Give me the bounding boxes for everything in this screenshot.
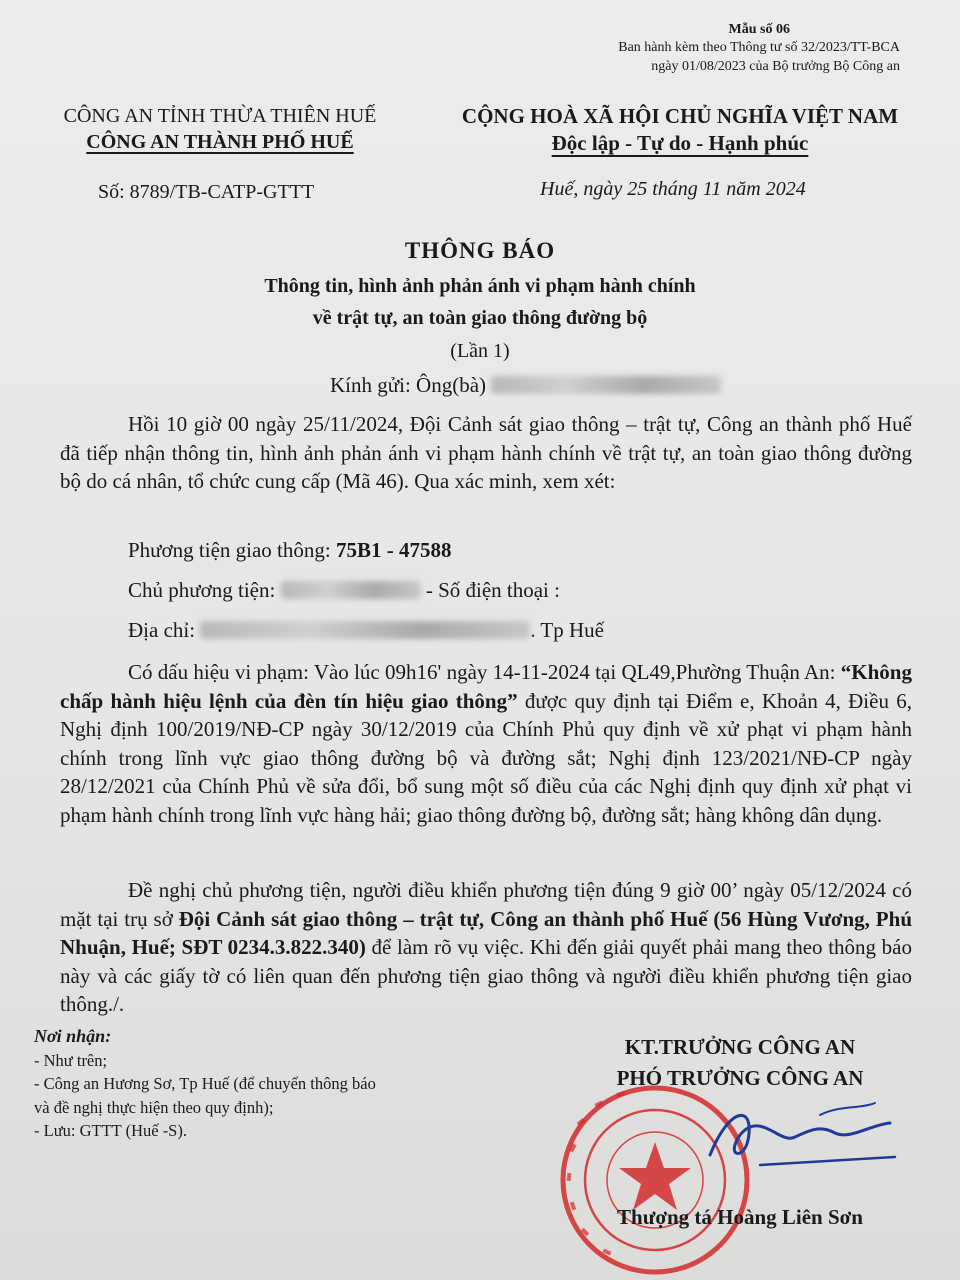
receiver-item: - Như trên; [34,1050,108,1070]
recipient-label: Kính gửi: Ông(bà) [330,373,487,397]
form-issued-note [570,38,900,76]
document-type: THÔNG BÁO [404,238,556,263]
handwritten-signature-icon [700,1095,900,1185]
issuing-agency [30,103,410,155]
vehicle-address-line [128,618,604,643]
violation-paragraph: Có dấu hiệu vi phạm: Vào lúc 09h16' ngày 14-11-2024 tại QL49,Phường Thuận An: “Không chấp hành hiệu lệnh của đèn tín hiệu giao thông” được quy định tại Điểm e, Khoản 4, Điều 6, Nghị định 100/2019/NĐ-CP ngày 30/12/2019 của Chính Phủ quy định về xử phạt vi phạm hành chính trong lĩnh vực giao thông đường bộ và đường sắt; Nghị định 123/2021/NĐ-CP ngày 28/12/2021 của Chính Phủ về sửa đổi, bổ sung một số điều của các Nghị định quy định xử phạt vi phạm hành chính trong lĩnh vực hàng hải; giao thông đường bộ, đường sắt; hàng không dân dụng. [60,660,912,827]
form-issued-line-1: Ban hành kèm theo Thông tư số 32/2023/TT-BCA [618,40,900,55]
nation-motto: Độc lập - Tự do - Hạnh phúc [551,131,809,155]
subject-line-1: Thông tin, hình ảnh phản ánh vi phạm hành chính [264,275,696,297]
address-city: . Tp Huế [530,618,604,642]
signer-position: PHÓ TRƯỞNG CÔNG AN [616,1066,864,1090]
violation-name: “Không chấp hành hiệu lệnh của đèn tín hiệu giao thông” [60,660,912,713]
vehicle-plate-line [128,538,451,563]
recipient-line [330,373,721,398]
signer-name: Thượng tá Hoàng Liên Sơn [617,1205,863,1229]
receivers-title: Nơi nhận: [34,1026,112,1046]
redacted-address [200,621,530,639]
form-number: Mẫu số 06 [728,22,790,37]
intro-paragraph: Hồi 10 giờ 00 ngày 25/11/2024, Đội Cảnh sát giao thông – trật tự, Công an thành phố Huế đã tiếp nhận thông tin, hình ảnh phản ánh vi phạm hành chính về trật tự, an toàn giao thông đường bộ do cá nhân, tổ chức cung cấp (Mã 46). Qua xác minh, xem xét: [60,412,912,493]
document-number: Số: 8789/TB-CATP-GTTT [98,181,315,203]
receivers-block [34,1025,514,1143]
notice-count: (Lần 1) [450,340,510,362]
signer-authority: KT.TRƯỞNG CÔNG AN [624,1035,856,1059]
form-issued-line-2: ngày 01/08/2023 của Bộ trưởng Bộ Công an [651,59,900,74]
place-date: Huế, ngày 25 tháng 11 năm 2024 [540,178,806,200]
agency-name: CÔNG AN THÀNH PHỐ HUẾ [86,131,354,153]
plate-number: 75B1 - 47588 [335,538,452,562]
receiver-item: - Công an Hương Sơ, Tp Huế (để chuyển thông báo [34,1074,376,1093]
parent-agency: CÔNG AN TỈNH THỪA THIÊN HUẾ [63,105,377,127]
nation-name: CỘNG HOÀ XÃ HỘI CHỦ NGHĨA VIỆT NAM [461,104,899,128]
redacted-owner-name [281,581,421,599]
owner-label: Chủ phương tiện: [128,578,276,602]
subject-line-2: về trật tự, an toàn giao thông đường bộ [312,307,648,329]
document-subject [0,270,960,334]
national-header [430,103,930,157]
plate-label: Phương tiện giao thông: [128,538,336,562]
redacted-recipient-name [491,376,721,394]
vehicle-owner-line [128,578,560,603]
receiver-item: - Lưu: GTTT (Huế -S). [34,1121,187,1140]
police-office: Đội Cảnh sát giao thông – trật tự, Công an thành phố Huế (56 Hùng Vương, Phú Nhuận, Huế; SĐT 0234.3.822.340) [60,906,912,959]
phone-label: - Số điện thoại : [425,578,560,602]
request-paragraph: Đề nghị chủ phương tiện, người điều khiển phương tiện đúng 9 giờ 00’ ngày 05/12/2024 có mặt tại trụ sở Đội Cảnh sát giao thông – trật tự, Công an thành phố Huế (56 Hùng Vương, Phú Nhuận, Huế; SĐT 0234.3.822.340) để làm rõ vụ việc. Khi đến giải quyết phải mang theo thông báo này và các giấy tờ có liên quan đến phương tiện giao thông và người điều khiển phương tiện giao thông./. [60,878,912,1016]
receiver-item: và đề nghị thực hiện theo quy định); [34,1097,274,1117]
address-label: Địa chỉ: [128,618,196,642]
